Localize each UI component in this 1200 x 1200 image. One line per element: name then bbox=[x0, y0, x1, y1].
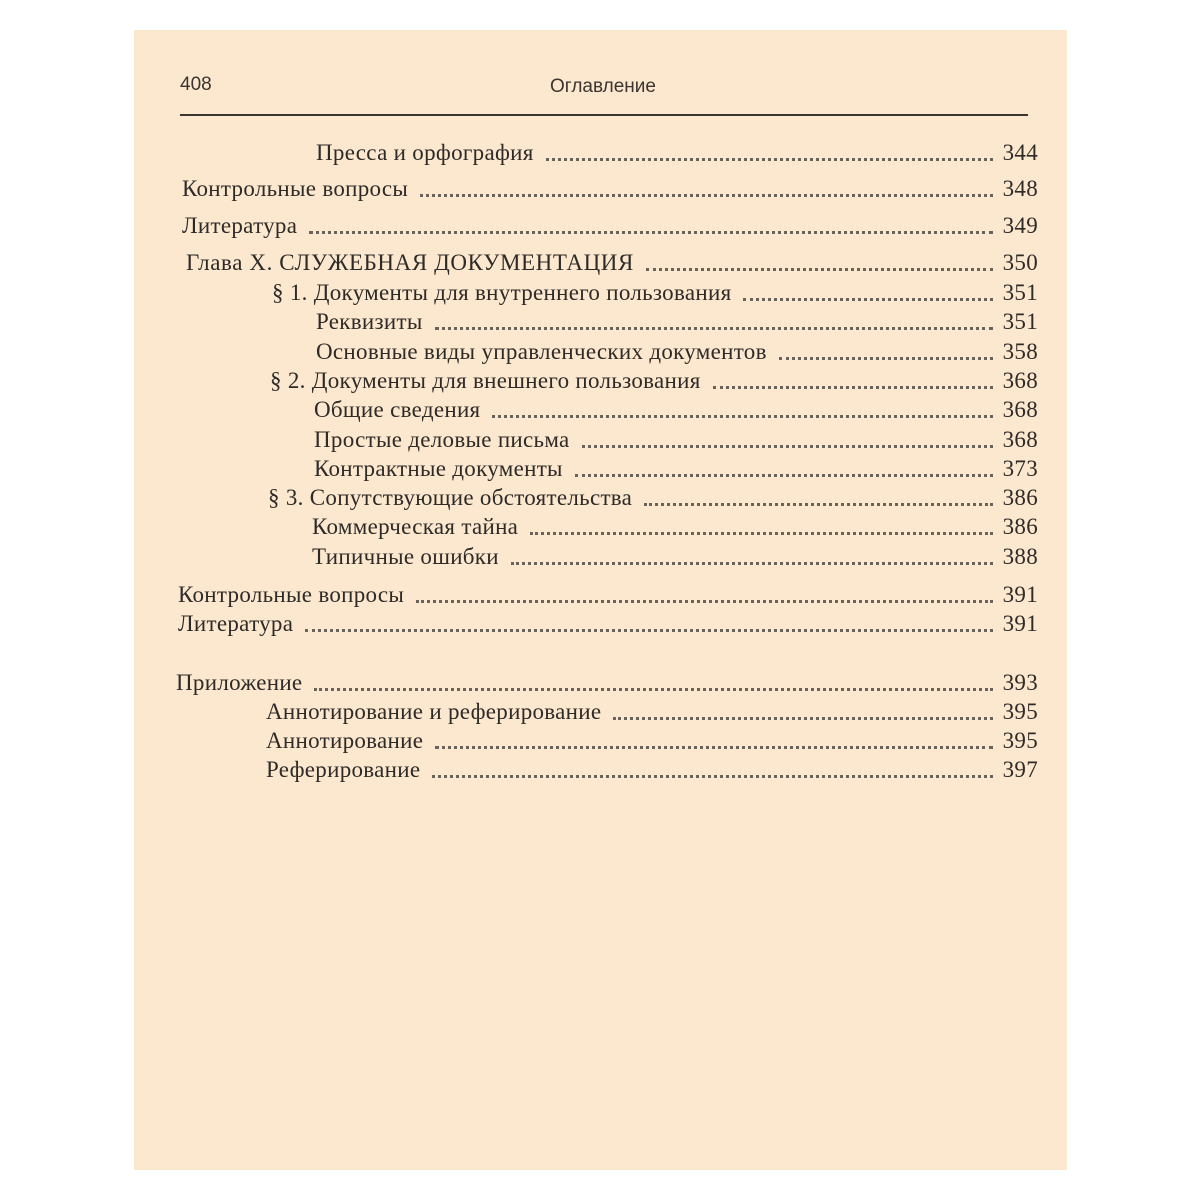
toc-entry-label: § 3. Сопутствующие обстоятельства bbox=[268, 485, 633, 510]
toc-entry-label: Аннотирование и реферирование bbox=[266, 699, 602, 724]
toc-entry-label: Простые деловые письма bbox=[314, 427, 570, 452]
toc-entry-page: 393 bbox=[1002, 670, 1038, 695]
toc-entry bbox=[182, 213, 1038, 239]
toc-entry bbox=[272, 280, 1038, 306]
toc-entry-label: Общие сведения bbox=[314, 397, 481, 422]
leader-dots bbox=[435, 327, 993, 330]
toc-entry bbox=[186, 250, 1038, 276]
toc-entry bbox=[270, 368, 1038, 394]
toc-entry-page: 349 bbox=[1002, 213, 1038, 238]
toc-entry bbox=[268, 485, 1038, 511]
leader-dots bbox=[575, 474, 993, 477]
page-number: 408 bbox=[180, 74, 212, 95]
running-title: Оглавление bbox=[550, 76, 656, 97]
toc-entry-page: 391 bbox=[1002, 582, 1038, 607]
toc-entry-page: 368 bbox=[1002, 368, 1038, 393]
toc-entry-label: Типичные ошибки bbox=[312, 544, 499, 569]
toc-entry-page: 350 bbox=[1002, 250, 1038, 275]
toc-entry bbox=[178, 582, 1038, 608]
toc-entry bbox=[312, 514, 1038, 540]
leader-dots bbox=[582, 445, 993, 448]
toc-entry-page: 391 bbox=[1002, 611, 1038, 636]
toc-entry bbox=[176, 670, 1038, 696]
toc-entry-label: Коммерческая тайна bbox=[312, 514, 519, 539]
toc-entry-page: 358 bbox=[1002, 339, 1038, 364]
toc-entry-label: Приложение bbox=[176, 670, 303, 695]
toc-entry-label: Контрактные документы bbox=[314, 456, 563, 481]
toc-entry-label: § 1. Документы для внутреннего пользования bbox=[272, 280, 732, 305]
toc-entry bbox=[314, 397, 1038, 423]
toc-entry bbox=[266, 699, 1038, 725]
toc-entry-label: Контрольные вопросы bbox=[178, 582, 405, 607]
toc-entry bbox=[316, 339, 1038, 365]
toc-entry-label: Реквизиты bbox=[316, 309, 423, 334]
leader-dots bbox=[646, 268, 993, 271]
toc-entry bbox=[316, 140, 1038, 166]
leader-dots bbox=[713, 386, 993, 389]
toc-entry-page: 344 bbox=[1002, 140, 1038, 165]
leader-dots bbox=[314, 688, 992, 691]
leader-dots bbox=[435, 746, 992, 749]
leader-dots bbox=[492, 415, 992, 418]
toc-entry-label: Контрольные вопросы bbox=[182, 176, 409, 201]
toc-entry-page: 368 bbox=[1002, 427, 1038, 452]
toc-entry bbox=[266, 757, 1038, 783]
toc-entry-page: 395 bbox=[1002, 728, 1038, 753]
leader-dots bbox=[644, 503, 992, 506]
toc-entry-label: Основные виды управленческих документов bbox=[316, 339, 767, 364]
leader-dots bbox=[613, 717, 992, 720]
toc-entry-label: Литература bbox=[182, 213, 298, 238]
toc-entry-page: 386 bbox=[1002, 485, 1038, 510]
toc-entry-page: 386 bbox=[1002, 514, 1038, 539]
leader-dots bbox=[743, 298, 992, 301]
toc-entry-page: 351 bbox=[1002, 309, 1038, 334]
toc-entry-label: Глава X. СЛУЖЕБНАЯ ДОКУМЕНТАЦИЯ bbox=[186, 250, 634, 275]
leader-dots bbox=[420, 194, 992, 197]
toc-entry-label: Пресса и орфография bbox=[316, 140, 534, 165]
toc-entry-label: Аннотирование bbox=[266, 728, 424, 753]
table-of-contents bbox=[134, 30, 1067, 1170]
leader-dots bbox=[546, 158, 993, 161]
toc-entry-label: Реферирование bbox=[266, 757, 421, 782]
toc-entry bbox=[312, 544, 1038, 570]
toc-entry-label: § 2. Документы для внешнего пользования bbox=[270, 368, 701, 393]
leader-dots bbox=[309, 231, 992, 234]
toc-entry-page: 388 bbox=[1002, 544, 1038, 569]
leader-dots bbox=[530, 532, 992, 535]
toc-entry bbox=[314, 456, 1038, 482]
toc-entry-page: 348 bbox=[1002, 176, 1038, 201]
toc-entry bbox=[316, 309, 1038, 335]
leader-dots bbox=[305, 629, 992, 632]
toc-entry bbox=[182, 176, 1038, 202]
leader-dots bbox=[432, 775, 992, 778]
toc-entry bbox=[178, 611, 1038, 637]
toc-entry bbox=[266, 728, 1038, 754]
toc-entry-page: 351 bbox=[1002, 280, 1038, 305]
toc-entry bbox=[314, 427, 1038, 453]
toc-entry-page: 397 bbox=[1002, 757, 1038, 782]
leader-dots bbox=[416, 600, 992, 603]
leader-dots bbox=[779, 357, 993, 360]
book-page bbox=[134, 30, 1067, 1170]
toc-entry-page: 373 bbox=[1002, 456, 1038, 481]
toc-entry-page: 395 bbox=[1002, 699, 1038, 724]
toc-entry-page: 368 bbox=[1002, 397, 1038, 422]
leader-dots bbox=[511, 562, 993, 565]
toc-entry-label: Литература bbox=[178, 611, 294, 636]
